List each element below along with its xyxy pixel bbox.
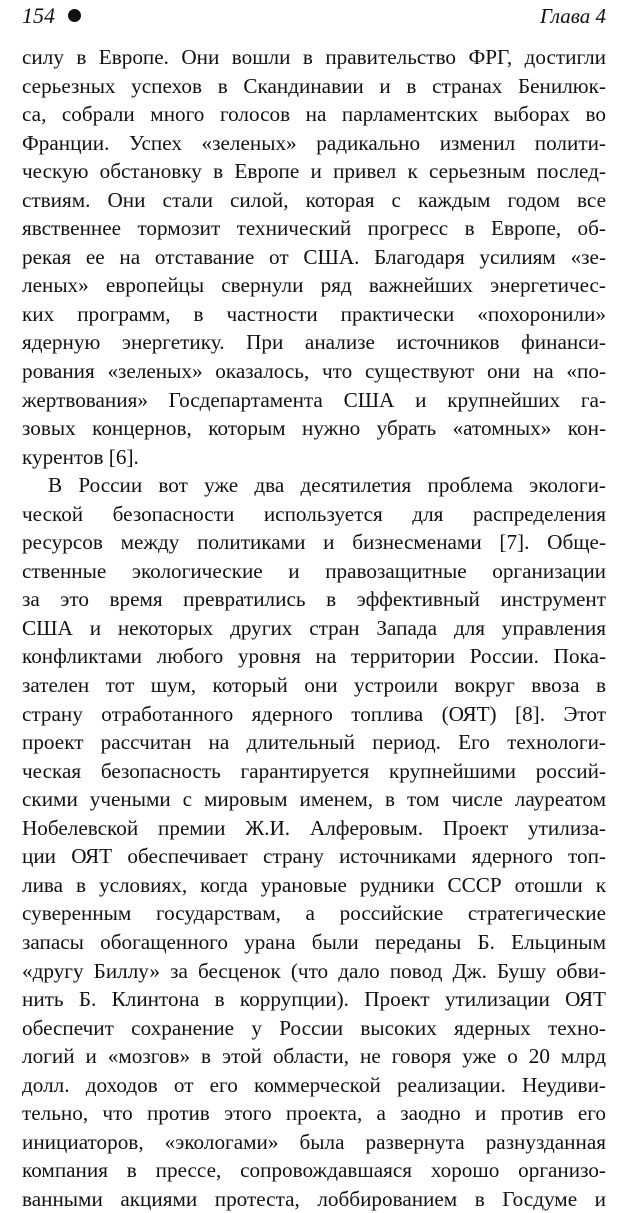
text-line: обеспечит сохранение у России высоких ядерных техно-	[22, 1015, 606, 1040]
text-line: США и некоторых других стран Запада для управления	[22, 615, 606, 640]
text-line: ческую обстановку в Европе и привел к серьезным послед-	[22, 159, 606, 184]
text-line: ядерную энергетику. При анализе источников финанси-	[22, 330, 606, 355]
text-line: са, собрали много голосов на парламентских выборах во	[22, 102, 606, 127]
text-line: «другу Биллу» за бесценок (что дало повод Дж. Бушу обви-	[22, 958, 606, 983]
text-line: ресурсов между политиками и бизнесменами [7]. Обще-	[22, 530, 606, 555]
text-line: запасы обогащенного урана были переданы Б. Ельциным	[22, 929, 606, 954]
text-line: серьезных успехов в Скандинавии и в странах Бенилюк-	[22, 73, 606, 98]
text-line: лива в условиях, когда урановые рудники СССР отошли к	[22, 872, 606, 897]
text-line: за это время превратились в эффективный инструмент	[22, 587, 606, 612]
text-line: ствиям. Они стали силой, которая с каждым годом все	[22, 187, 606, 212]
text-line: ции ОЯТ обеспечивает страну источниками ядерного топ-	[22, 844, 606, 869]
text-line: зовых концернов, которым нужно убрать «атомных» кон-	[22, 416, 606, 441]
text-line: Франции. Успех «зеленых» радикально изменил полити-	[22, 130, 606, 155]
text-line: явственнее тормозит технический прогресс в Европе, об-	[22, 216, 606, 241]
paragraph-first-line: В России вот уже два десятилетия проблема экологи-	[48, 473, 606, 498]
text-line: тельно, что против этого проекта, а заодно и против его	[22, 1101, 606, 1126]
text-line: Нобелевской премии Ж.И. Алферовым. Проект утилиза-	[22, 815, 606, 840]
text-line: рекая ее на отставание от США. Благодаря усилиям «зе-	[22, 244, 606, 269]
text-line: нить Б. Клинтона в коррупции). Проект утилизации ОЯТ	[22, 987, 606, 1012]
text-line: конфликтами любого уровня на территории России. Пока-	[22, 644, 606, 669]
page-number: 154	[22, 3, 55, 28]
chapter-title: Глава 4	[540, 4, 606, 28]
bullet-icon	[68, 9, 81, 22]
text-line: долл. доходов от его коммерческой реализации. Неудиви-	[22, 1072, 606, 1097]
text-line: леных» европейцы свернули ряд важнейших энергетичес-	[22, 273, 606, 298]
text-line: ванными акциями протеста, лоббированием в Госдуме и	[22, 1186, 606, 1211]
text-line: ственные экологические и правозащитные организации	[22, 558, 606, 583]
text-line: силу в Европе. Они вошли в правительство ФРГ, достигли	[22, 45, 606, 69]
text-line: скими учеными с мировым именем, в том числе лауреатом	[22, 787, 606, 812]
text-line: жертвования» Госдепартамента США и крупнейших га-	[22, 387, 606, 412]
text-line: курентов [6].	[22, 444, 139, 469]
text-line: рования «зеленых» оказалось, что существуют они на «по-	[22, 359, 606, 384]
text-line: суверенным государствам, а российские стратегические	[22, 901, 606, 926]
running-header	[22, 0, 606, 36]
text-line: проект рассчитан на длительный период. Его технологи-	[22, 730, 606, 755]
body-text	[22, 43, 606, 1213]
text-line: инициаторов, «экологами» была развернута разнузданная	[22, 1129, 606, 1154]
text-line: ких программ, в частности практически «похоронили»	[22, 301, 606, 326]
text-line: логий и «мозгов» в этой области, не говоря уже о 20 млрд	[22, 1044, 606, 1069]
text-line: зателен тот шум, который они устроили вокруг ввоза в	[22, 673, 606, 698]
text-line: страну отработанного ядерного топлива (ОЯТ) [8]. Этот	[22, 701, 606, 726]
text-line: ческая безопасность гарантируется крупнейшими россий-	[22, 758, 606, 783]
text-line: компания в прессе, сопровождавшаяся хорошо организо-	[22, 1158, 606, 1183]
text-line: ческой безопасности используется для распределения	[22, 501, 606, 526]
